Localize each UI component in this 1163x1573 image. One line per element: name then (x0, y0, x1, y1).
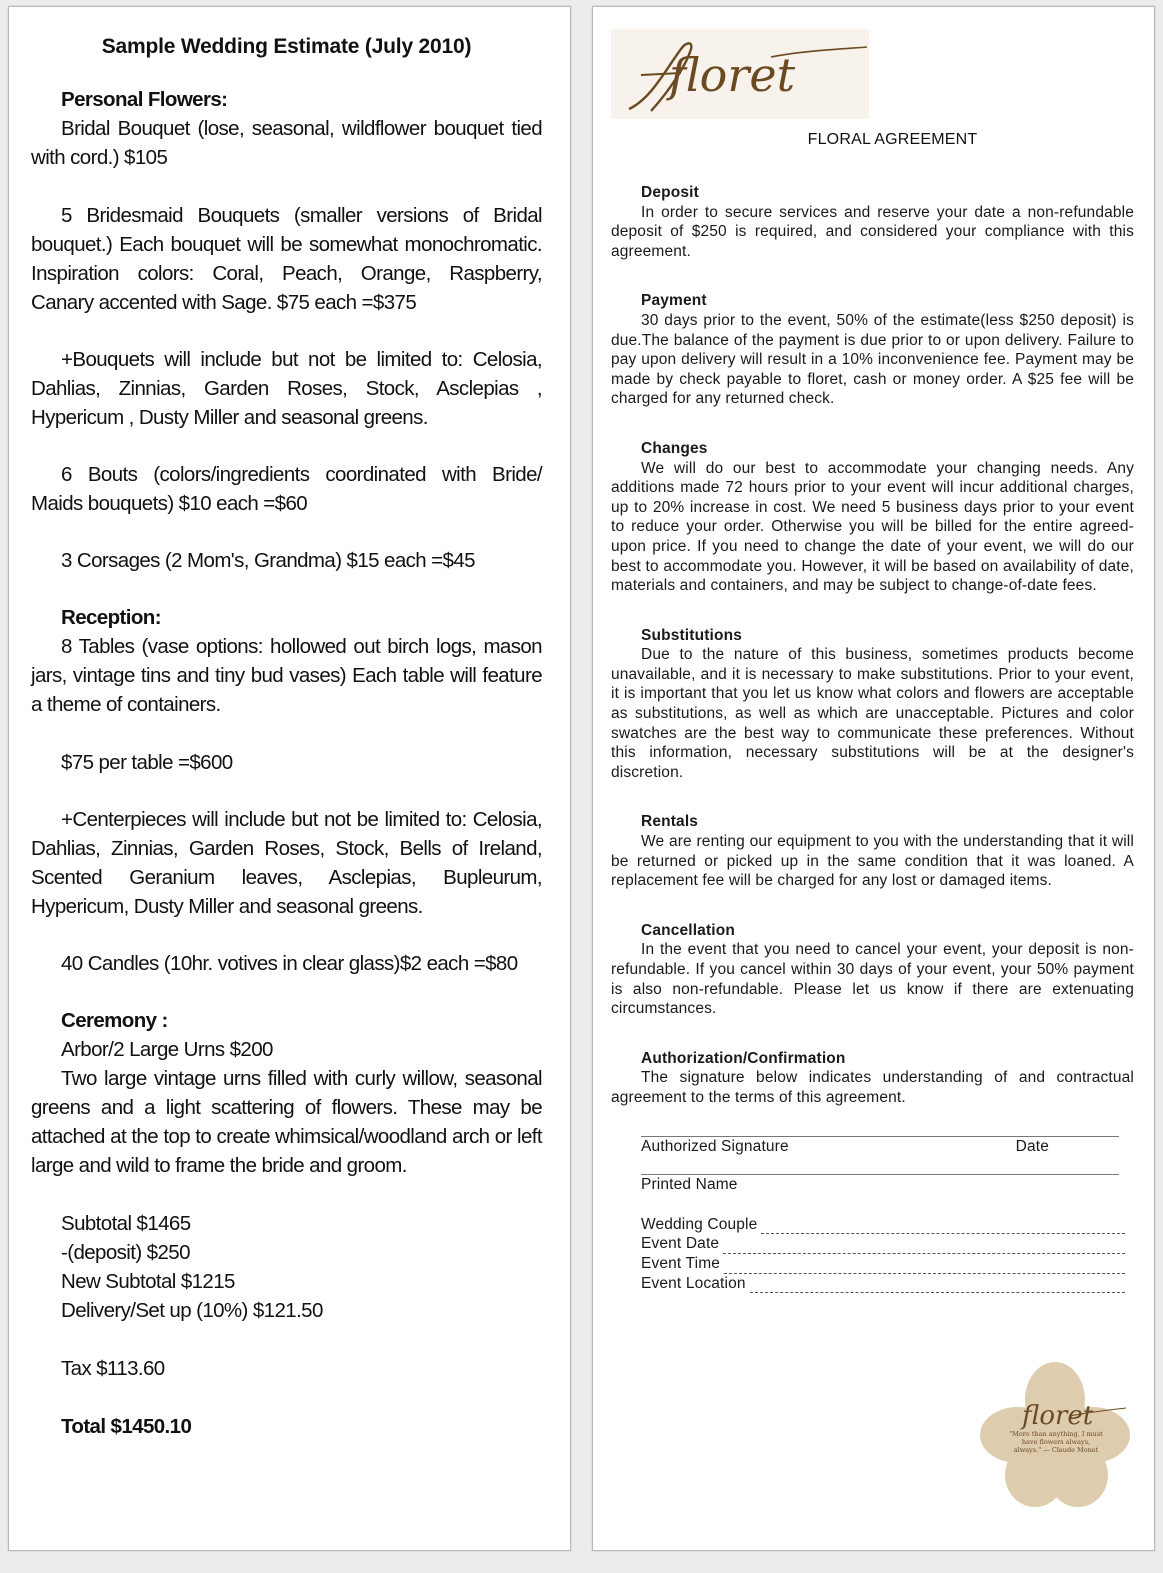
tables-item: 8 Tables (vase options: hollowed out birch logs, mason jars, vintage tins and tiny bud vases) Each table will feature a theme of containers. (31, 635, 542, 716)
date-label: Date (1015, 1137, 1049, 1155)
bouts-item: 6 Bouts (colors/ingredients coordinated with Bride/ Maids bouquets) $10 each =$60 (31, 463, 542, 515)
section-heading: Payment (641, 292, 707, 310)
bridesmaid-bouquets-item: 5 Bridesmaid Bouquets (smaller versions of Bridal bouquet.) Each bouquet will be somewhat monochromatic. Inspiration colors: Coral, Peach, Orange, Raspberry, Canary accented with Sage. $75 each =$375 (31, 204, 542, 314)
wedding-couple-field[interactable] (641, 1215, 1125, 1235)
delivery-line: Delivery/Set up (10%) $121.50 (61, 1299, 323, 1322)
floret-logo (611, 27, 1134, 123)
bouquet-includes-note: +Bouquets will include but not be limited to: Celosia, Dahlias, Zinnias, Garden Roses, Stock, Asclepias , Hypericum , Dusty Miller and seasonal greens. (31, 348, 542, 429)
section-rentals (611, 812, 1134, 890)
deposit-line: -(deposit) $250 (61, 1241, 190, 1264)
event-date-field[interactable] (641, 1234, 1125, 1254)
candles-item: 40 Candles (10hr. votives in clear glass)$2 each =$80 (61, 952, 518, 975)
signature-block (611, 1136, 1134, 1294)
agreement-title: FLORAL AGREEMENT (807, 131, 978, 148)
subtotal-line: Subtotal $1465 (61, 1212, 191, 1235)
section-heading: Authorization/Confirmation (641, 1049, 846, 1067)
agreement-body (611, 183, 1134, 1293)
section-substitutions (611, 626, 1134, 783)
estimate-page (8, 6, 571, 1551)
section-body: The signature below indicates understanding of and contractual agreement to the terms of this agreement. (611, 1069, 1134, 1106)
tax-line: Tax $113.60 (61, 1357, 165, 1380)
reception-heading: Reception: (61, 606, 161, 629)
logo-text: floret (669, 48, 796, 102)
authorized-signature-label: Authorized Signature (641, 1137, 789, 1155)
section-body: In order to secure services and reserve your date a non-refundable deposit of $250 is required, and considered your compliance with this agreement. (611, 203, 1134, 260)
section-cancellation (611, 921, 1134, 1019)
section-deposit (611, 183, 1134, 261)
section-authorization (611, 1049, 1134, 1108)
section-body: Due to the nature of this business, sometimes products become unavailable, and it is necessary to make substitutions. Prior to your event, it is important that you let us know what colors and flowers are acceptable as substitutions, as well as which are unacceptable. Pictures and color swatches are the best way to communicate these preferences. Without this information, necessary substitutions will be at the designer's discretion. (611, 646, 1134, 781)
section-heading: Substitutions (641, 626, 742, 644)
section-body: We will do our best to accommodate your changing needs. Any additions made 72 hours prior to your event will incur additional charges, up to 20% increase in cost. We need 5 business days prior to your event to reduce your order. Otherwise you will be billed for the entire agreed-upon price. If you need to change the date of your event, we will do our best to accommodate you. However, it will be based on availability of date, materials and containers, and may be subject to change-of-date fees. (611, 459, 1134, 595)
floret-logo-icon (611, 29, 871, 121)
agreement-page (592, 6, 1155, 1551)
urns-description: Two large vintage urns filled with curly willow, seasonal greens and a light scattering of flowers. These may be attached at the top to create whimsical/woodland arch or left large and wild to frame the bride and groom. (31, 1067, 542, 1177)
bridal-bouquet-item: Bridal Bouquet (lose, seasonal, wildflower bouquet tied with cord.) $105 (31, 117, 542, 169)
event-time-label: Event Time (641, 1254, 721, 1272)
per-table-price: $75 per table =$600 (61, 751, 233, 774)
printed-name-label: Printed Name (641, 1176, 738, 1194)
corsages-item: 3 Corsages (2 Mom's, Grandma) $15 each =$45 (61, 549, 475, 572)
section-heading: Changes (641, 439, 708, 457)
section-heading: Cancellation (641, 921, 735, 939)
section-changes (611, 439, 1134, 596)
centerpieces-note: +Centerpieces will include but not be limited to: Celosia, Dahlias, Zinnias, Garden Roses, Stock, Bells of Ireland, Scented Geranium leaves, Asclepias, Bupleurum, Hypericum, Dusty Miller and seasonal greens. (31, 808, 542, 918)
event-location-field[interactable] (641, 1274, 1125, 1294)
floret-seal-icon (980, 1360, 1130, 1510)
section-payment (611, 291, 1134, 409)
section-heading: Deposit (641, 184, 699, 201)
seal-quote: "More than anything, I must have flowers always, always." — Claude Monet (1009, 1430, 1103, 1454)
arbor-item: Arbor/2 Large Urns $200 (61, 1038, 273, 1061)
estimate-body (31, 85, 542, 1441)
total-line: Total $1450.10 (61, 1415, 192, 1438)
new-subtotal-line: New Subtotal $1215 (61, 1270, 235, 1293)
personal-flowers-heading: Personal Flowers: (61, 88, 228, 111)
section-body: We are renting our equipment to you with the understanding that it will be returned or picked up in the same condition that it was loaned. A replacement fee will be charged for any lost or damaged items. (611, 833, 1134, 890)
section-heading: Rentals (641, 813, 699, 831)
event-time-field[interactable] (641, 1254, 1125, 1274)
section-body: 30 days prior to the event, 50% of the estimate(less $250 deposit) is due.The balance of the payment is due prior to or upon delivery. Failure to pay upon delivery will result in a 10% inconvenience fee. Payment may be made by check payable to floret, cash or money order. A $25 fee will be charged for any returned check. (611, 311, 1134, 408)
seal-brand-text: floret (1022, 1401, 1094, 1431)
event-location-label: Event Location (641, 1274, 746, 1292)
event-date-label: Event Date (641, 1235, 720, 1253)
estimate-title: Sample Wedding Estimate (July 2010) (101, 35, 472, 58)
wedding-couple-label: Wedding Couple (641, 1215, 758, 1233)
ceremony-heading: Ceremony : (61, 1009, 168, 1032)
section-body: In the event that you need to cancel your event, your deposit is non-refundable. If you cancel within 30 days of your event, your 50% payment is also non-refundable. Please let us know if there are extenuating circumstances. (611, 941, 1134, 1018)
